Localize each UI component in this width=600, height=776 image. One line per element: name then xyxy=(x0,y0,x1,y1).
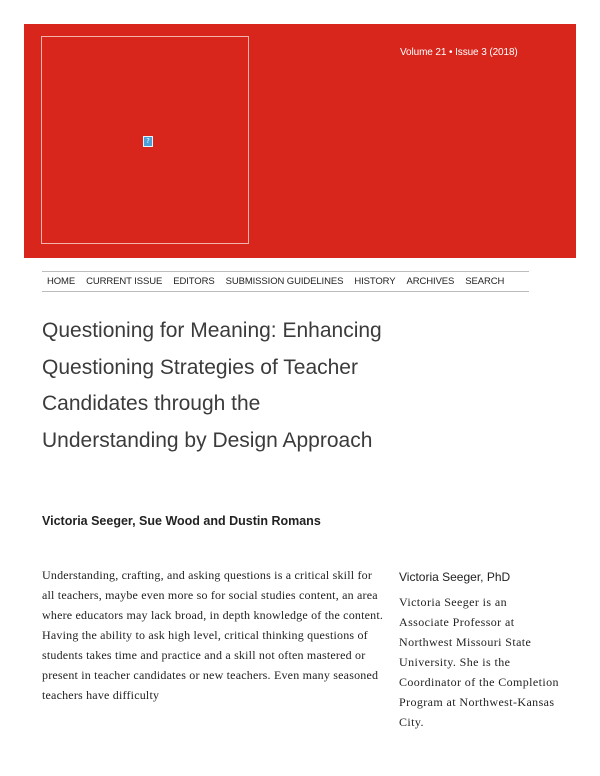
nav-current-issue[interactable]: CURRENT ISSUE xyxy=(86,276,163,287)
issue-info: Volume 21 • Issue 3 (2018) xyxy=(400,47,518,58)
nav-archives[interactable]: ARCHIVES xyxy=(406,276,455,287)
main-nav xyxy=(42,271,529,292)
nav-search[interactable]: SEARCH xyxy=(465,276,505,287)
header-banner xyxy=(24,24,576,258)
nav-history[interactable]: HISTORY xyxy=(354,276,396,287)
nav-editors[interactable]: EDITORS xyxy=(173,276,215,287)
article-title: Questioning for Meaning: Enhancing Questioning Strategies of Teacher Candidates through the Understanding by Design Approach xyxy=(42,319,382,452)
nav-submission-guidelines[interactable]: SUBMISSION GUIDELINES xyxy=(225,276,344,287)
author-bio-text: Victoria Seeger is an Associate Professor at Northwest Missouri State University. She is the Coordinator of the Completion Program at Northwest-Kansas City. xyxy=(399,595,559,729)
broken-image-icon: ? xyxy=(143,136,153,147)
nav-home[interactable]: HOME xyxy=(47,276,76,287)
journal-logo-frame xyxy=(41,36,249,244)
author-bio-name: Victoria Seeger, PhD xyxy=(399,570,511,584)
article-authors: Victoria Seeger, Sue Wood and Dustin Romans xyxy=(42,514,321,528)
article-body: Understanding, crafting, and asking questions is a critical skill for all teachers, maybe even more so for social studies content, an area where educators may lack broad, in depth knowledge of the content. Having the ability to ask high level, critical thinking questions of students takes time and practice and a skill not often mastered or present in teacher candidates or new teachers. Even many seasoned teachers have difficulty xyxy=(42,568,384,702)
